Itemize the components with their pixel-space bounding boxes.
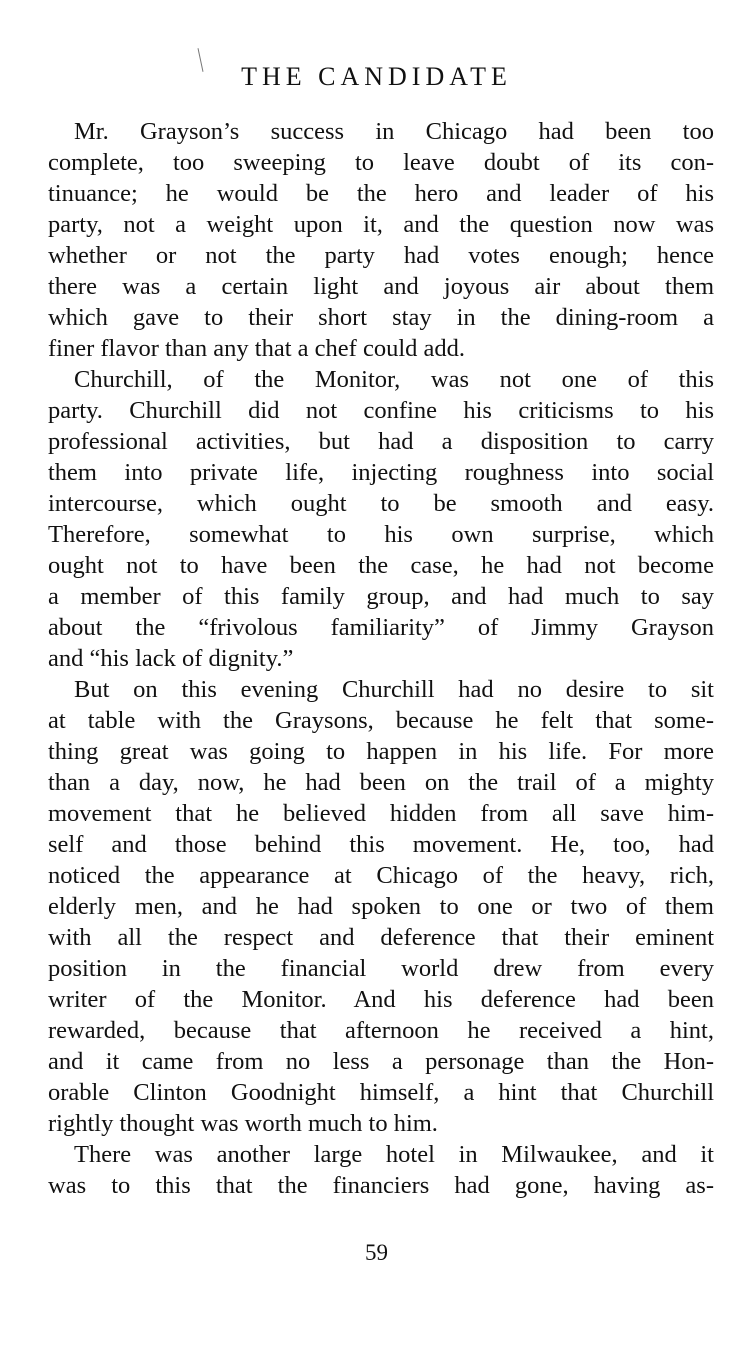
paragraph	[48, 116, 714, 364]
text-line: with all the respect and deference that their eminent	[48, 924, 714, 951]
text-line: tinuance; he would be the hero and leader of his	[48, 180, 714, 207]
text-line: But on this evening Churchill had no desire to sit	[74, 676, 714, 703]
body-text	[48, 116, 714, 1201]
text-line: them into private life, injecting roughness into social	[48, 459, 714, 486]
text-line: party, not a weight upon it, and the question now was	[48, 211, 714, 238]
text-line: at table with the Graysons, because he felt that some-	[48, 707, 714, 734]
text-line: noticed the appearance at Chicago of the heavy, rich,	[48, 862, 714, 889]
text-line: self and those behind this movement. He, too, had	[48, 831, 714, 858]
text-line: orable Clinton Goodnight himself, a hint that Churchill	[48, 1079, 714, 1106]
text-line: was to this that the financiers had gone, having as-	[48, 1172, 714, 1199]
paragraph	[48, 1139, 714, 1201]
text-line: thing great was going to happen in his life. For more	[48, 738, 714, 765]
page-number: 59	[365, 1240, 388, 1265]
text-line: whether or not the party had votes enough; hence	[48, 242, 714, 269]
text-line: rightly thought was worth much to him.	[48, 1110, 438, 1137]
text-line: writer of the Monitor. And his deference had been	[48, 986, 714, 1013]
text-line: elderly men, and he had spoken to one or two of them	[48, 893, 714, 920]
text-line: party. Churchill did not confine his criticisms to his	[48, 397, 714, 424]
text-line: a member of this family group, and had much to say	[48, 583, 714, 610]
text-line: There was another large hotel in Milwaukee, and it	[74, 1141, 714, 1168]
text-line: complete, too sweeping to leave doubt of its con-	[48, 149, 714, 176]
paragraph	[48, 674, 714, 1139]
paragraph	[48, 364, 714, 674]
text-line: professional activities, but had a disposition to carry	[48, 428, 714, 455]
text-line: ought not to have been the case, he had not become	[48, 552, 714, 579]
text-line: than a day, now, he had been on the trail of a mighty	[48, 769, 714, 796]
text-line: and “his lack of dignity.”	[48, 645, 294, 672]
text-line: position in the financial world drew from every	[48, 955, 714, 982]
text-line: movement that he believed hidden from all save him-	[48, 800, 714, 827]
text-line: about the “frivolous familiarity” of Jimmy Grayson	[48, 614, 714, 641]
text-line: Mr. Grayson’s success in Chicago had been too	[74, 118, 714, 145]
text-line: finer flavor than any that a chef could add.	[48, 335, 466, 362]
text-line: Churchill, of the Monitor, was not one of this	[74, 366, 714, 393]
running-head: THE CANDIDATE	[241, 62, 512, 91]
text-line: rewarded, because that afternoon he received a hint,	[48, 1017, 714, 1044]
text-line: intercourse, which ought to be smooth and easy.	[48, 490, 714, 517]
text-line: and it came from no less a personage than the Hon-	[48, 1048, 714, 1075]
text-line: Therefore, somewhat to his own surprise, which	[48, 521, 714, 548]
text-line: which gave to their short stay in the dining-room a	[48, 304, 714, 331]
text-line: there was a certain light and joyous air about them	[48, 273, 714, 300]
